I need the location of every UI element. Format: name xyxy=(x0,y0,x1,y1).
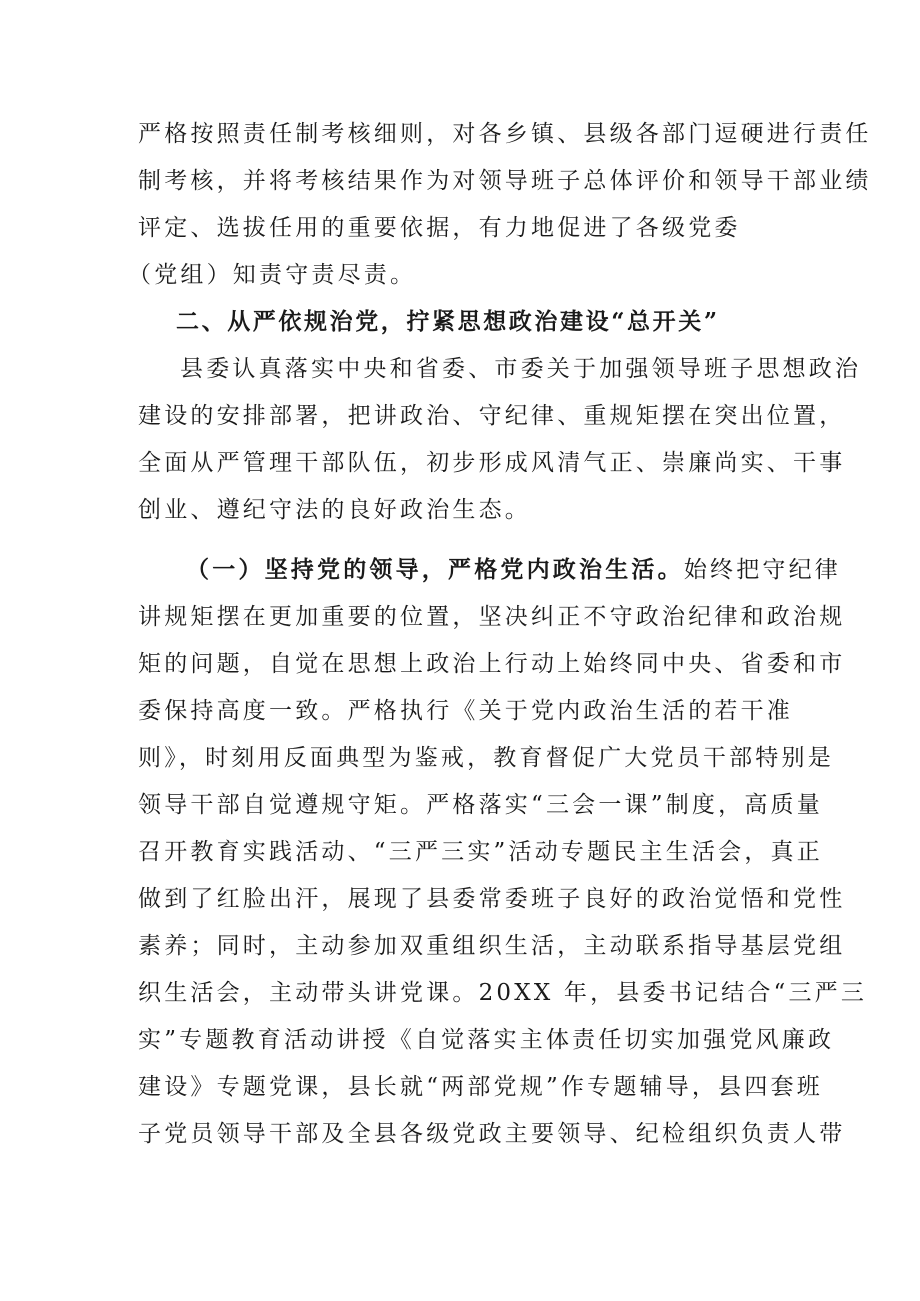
para1-line-4: （党组）知责守责尽责。 xyxy=(128,262,417,288)
para3-line-2: 讲规矩摆在更加重要的位置，坚决纠正不守政治纪律和政治规 xyxy=(138,604,846,630)
para2-line-3: 全面从严管理干部队伍，初步形成风清气正、崇廉尚实、干事 xyxy=(138,450,846,476)
para3-line-6: 领导干部自觉遵规守矩。严格落实“三会一课”制度，高质量 xyxy=(138,792,823,818)
para1-line-2: 制考核，并将考核结果作为对领导班子总体评价和领导干部业绩 xyxy=(138,168,872,194)
para3-line-7: 召开教育实践活动、“三严三实”活动专题民主生活会，真正 xyxy=(138,839,823,865)
section-heading-2: 二、从严依规治党，拧紧思想政治建设“总开关” xyxy=(176,308,720,335)
para3-line-3: 矩的问题，自觉在思想上政治上行动上始终同中央、省委和市 xyxy=(138,651,846,677)
para3-line-4: 委保持高度一致。严格执行《关于党内政治生活的若干准 xyxy=(138,698,793,724)
para3-line-8: 做到了红脸出汗，展现了县委常委班子良好的政治觉悟和党性 xyxy=(138,886,846,912)
para3-line-10: 织生活会，主动带头讲党课。20XX 年，县委书记结合“三严三 xyxy=(138,980,868,1006)
para2-line-1: 县委认真落实中央和省委、市委关于加强领导班子思想政治 xyxy=(180,356,862,382)
para3-line-5: 则》，时刻用反面典型为鉴戒，教育督促广大党员干部特别是 xyxy=(138,745,834,771)
para3-line-9: 素养；同时，主动参加双重组织生活，主动联系指导基层党组 xyxy=(138,933,846,959)
para3-line-11: 实”专题教育活动讲授《自觉落实主体责任切实加强党风廉政 xyxy=(138,1027,835,1053)
para2-line-4: 创业、遵纪守法的良好政治生态。 xyxy=(138,497,531,523)
para3-line-1 xyxy=(186,550,841,590)
para3-first-line-rest: 始终把守纪律 xyxy=(683,557,842,583)
para3-line-13: 子党员领导干部及全县各级党政主要领导、纪检组织负责人带 xyxy=(138,1121,846,1147)
para2-line-2: 建设的安排部署，把讲政治、守纪律、重规矩摆在突出位置， xyxy=(138,403,846,429)
subheading-1: （一）坚持党的领导，严格党内政治生活。 xyxy=(186,556,684,583)
para1-line-1: 严格按照责任制考核细则，对各乡镇、县级各部门逗硬进行责任 xyxy=(138,121,872,147)
para3-line-12: 建设》专题党课，县长就“两部党规”作专题辅导，县四套班 xyxy=(138,1074,823,1100)
para1-line-3: 评定、选拔任用的重要依据，有力地促进了各级党委 xyxy=(138,215,741,241)
